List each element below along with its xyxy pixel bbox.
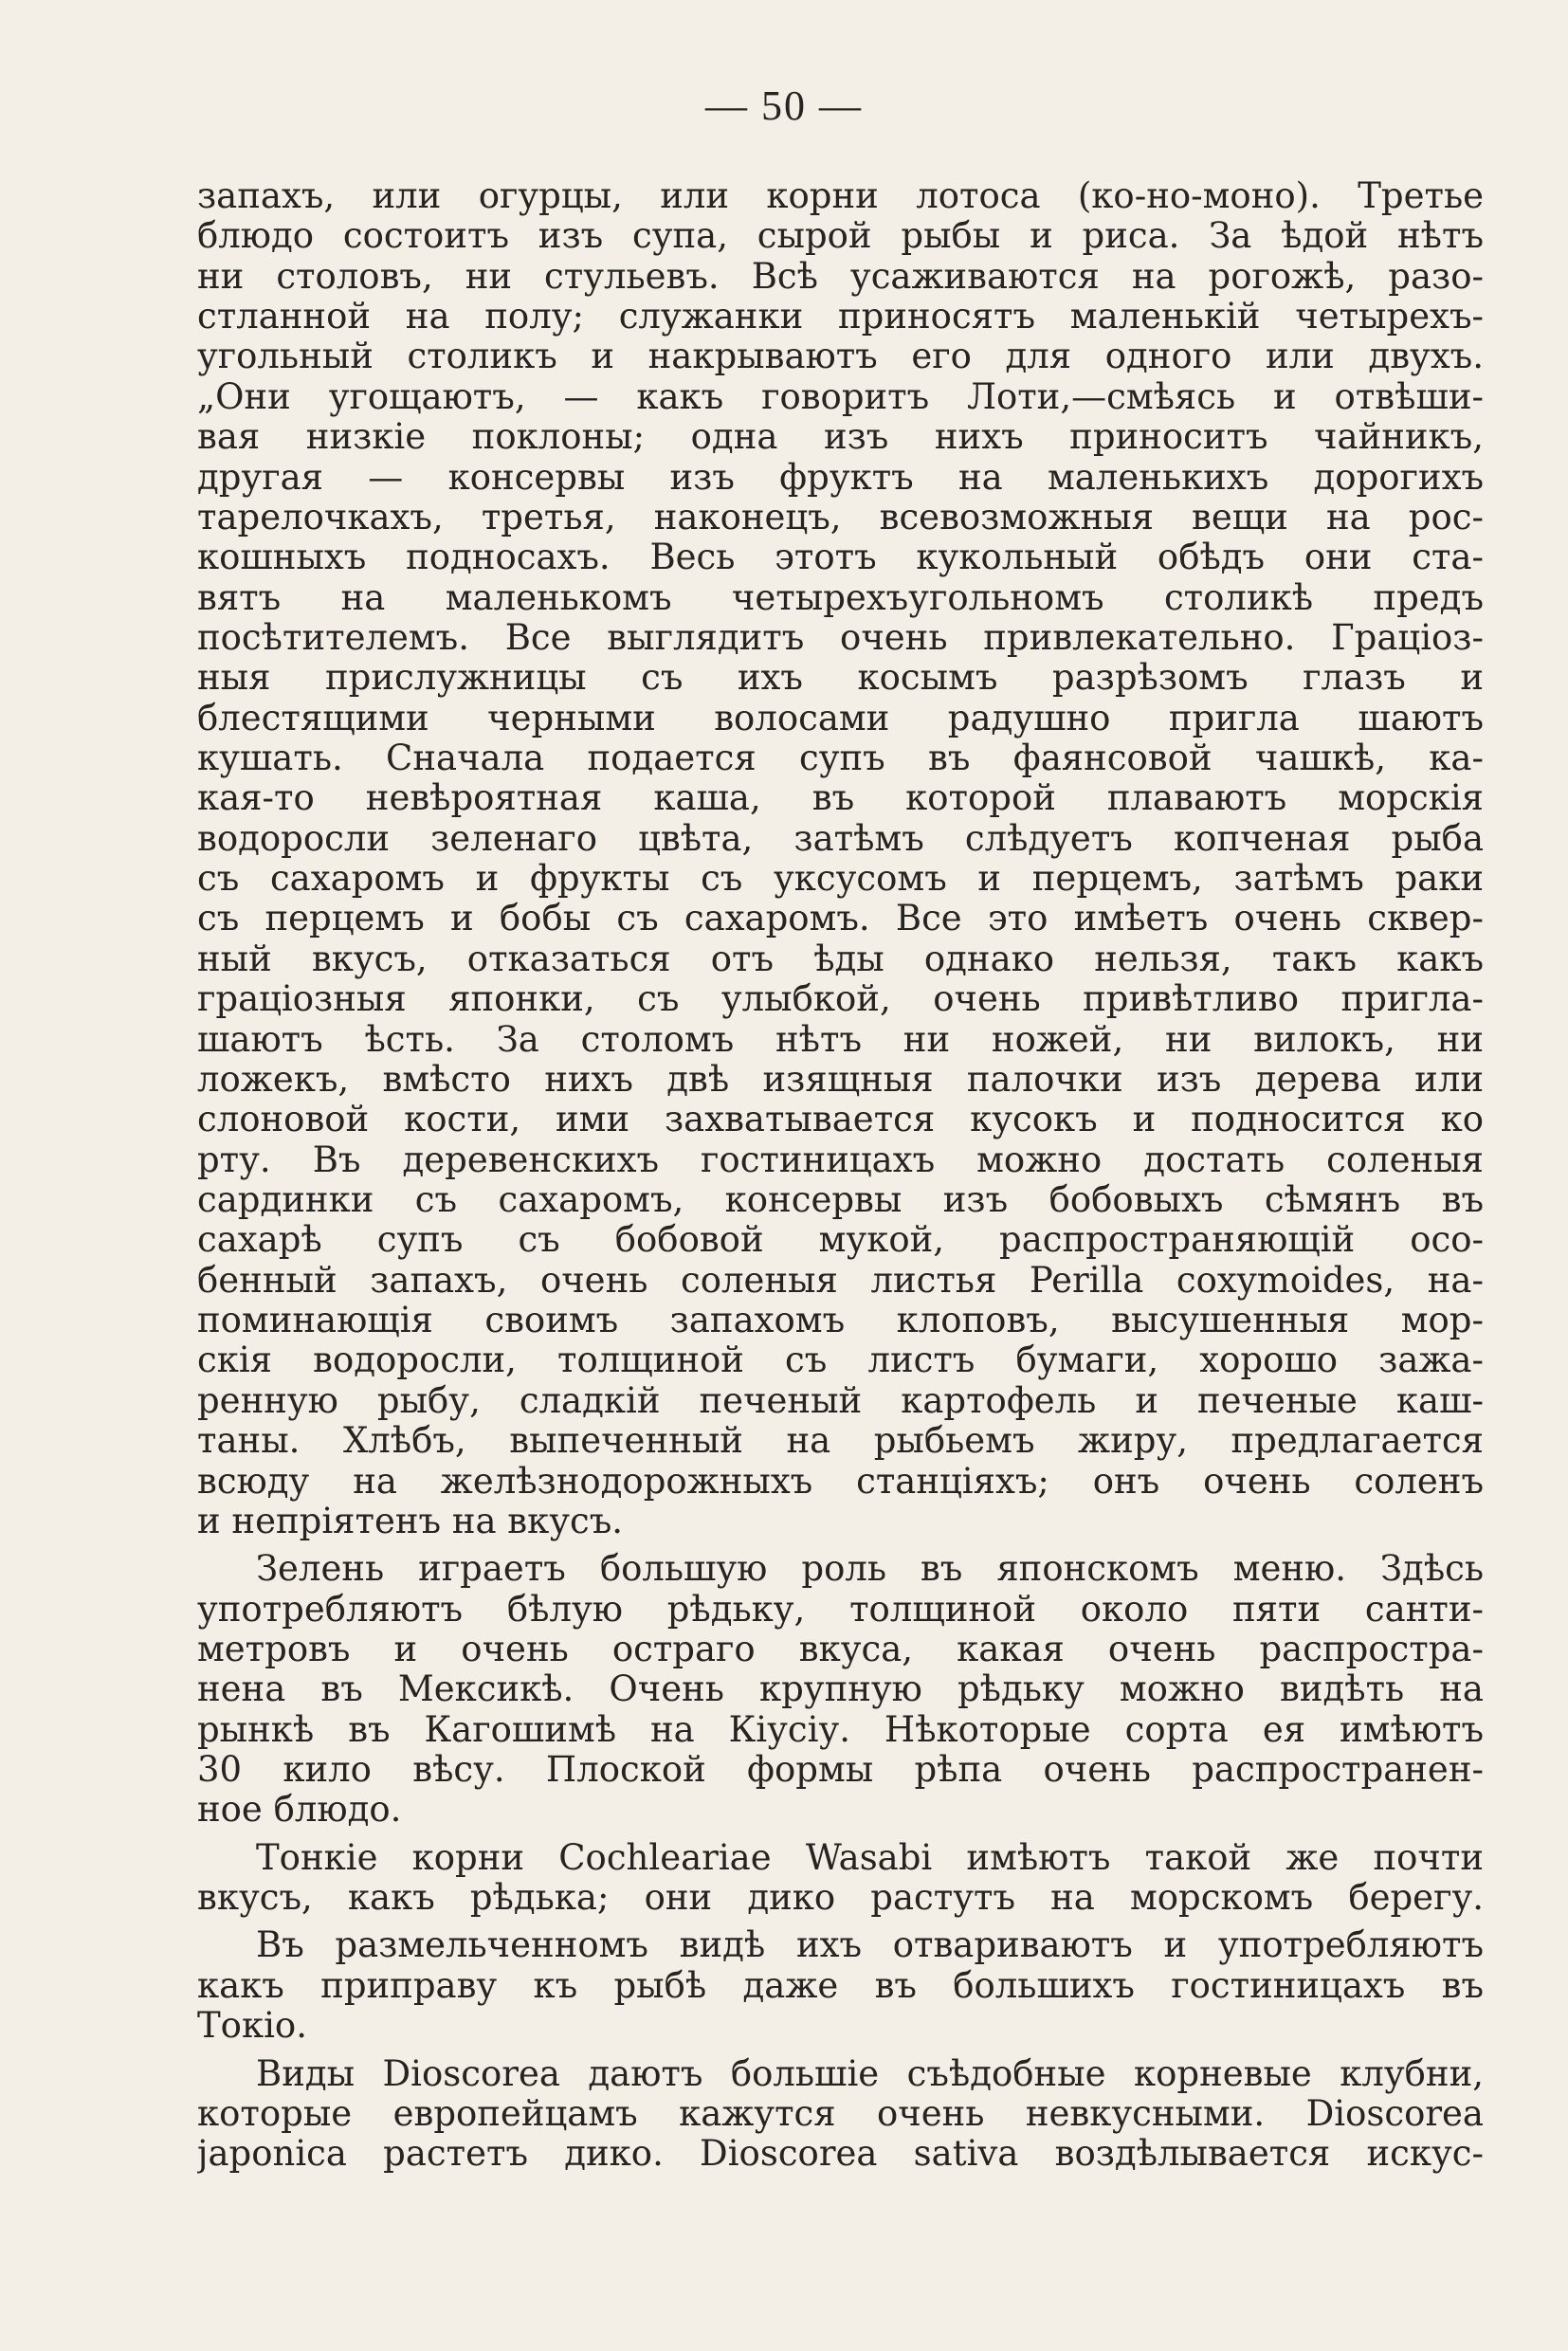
text-line: вая низкiе поклоны; одна изъ нихъ приноситъ чайникъ,: [197, 417, 1484, 458]
text-line: japonica растетъ дико. Dioscorea sativa воздѣлывается искус-: [197, 2134, 1484, 2175]
text-line: ный вкусъ, отказаться отъ ѣды однако нельзя, такъ какъ: [197, 939, 1484, 979]
text-line: 30 кило вѣсу. Плоской формы рѣпа очень распространен-: [197, 1750, 1484, 1791]
text-line: другая — консервы изъ фруктъ на маленькихъ дорогихъ: [197, 457, 1484, 498]
text-line: скiя водоросли, толщиной съ листъ бумаги, хорошо зажа-: [197, 1340, 1484, 1381]
text-line: Тонкiе корни Cochleariae Wasabi имѣютъ такой же почти: [256, 1837, 1484, 1878]
text-line: метровъ и очень остраго вкуса, какая очень распростра-: [197, 1629, 1484, 1669]
text-line: нена въ Мексикѣ. Очень крупную рѣдьку можно видѣть на: [197, 1669, 1484, 1710]
text-line: рту. Въ деревенскихъ гостиницахъ можно достать соленыя: [197, 1139, 1484, 1180]
text-line: которые европейцамъ кажутся очень невкусными. Dioscorea: [197, 2093, 1484, 2134]
text-line: ни столовъ, ни стульевъ. Всѣ усаживаются на рогожѣ, разо-: [197, 256, 1484, 297]
text-line: тарелочкахъ, третья, наконецъ, всевозможныя вещи на рос-: [197, 497, 1484, 538]
text-line: „Они угощаютъ, — какъ говоритъ Лоти,—смѣясь и отвѣши-: [197, 376, 1484, 417]
text-line: и непрiятенъ на вкусъ.: [197, 1501, 624, 1541]
text-line: водоросли зеленаго цвѣта, затѣмъ слѣдуетъ копченая рыба: [197, 818, 1484, 859]
text-line: кая-то невѣроятная каша, въ которой плаваютъ морскiя: [197, 778, 1484, 819]
text-line: угольный столикъ и накрываютъ его для одного или двухъ.: [197, 337, 1484, 377]
text-line: употребляютъ бѣлую рѣдьку, толщиной около пяти санти-: [197, 1589, 1484, 1630]
text-line: сахарѣ супъ съ бобовой мукой, распространяющiй осо-: [197, 1220, 1484, 1261]
body-text: [197, 176, 1484, 2175]
text-line: ложекъ, вмѣсто нихъ двѣ изящныя палочки изъ дерева или: [197, 1059, 1484, 1100]
text-line: шаютъ ѣсть. За столомъ нѣтъ ни ножей, ни вилокъ, ни: [197, 1019, 1484, 1060]
text-line: сардинки съ сахаромъ, консервы изъ бобовыхъ сѣмянъ въ: [197, 1179, 1484, 1220]
text-line: вятъ на маленькомъ четырехъугольномъ столикѣ предъ: [197, 577, 1484, 618]
text-line: Виды Dioscorea даютъ большiе съѣдобные корневые клубни,: [256, 2053, 1484, 2094]
text-line: запахъ, или огурцы, или корни лотоса (ко-но-моно). Третье: [197, 176, 1484, 216]
text-line: ное блюдо.: [197, 1790, 402, 1831]
text-line: бенный запахъ, очень соленыя листья Perilla coxymoides, на-: [197, 1260, 1484, 1301]
text-line: блестящими черными волосами радушно пригла шаютъ: [197, 698, 1484, 738]
text-line: ренную рыбу, сладкiй печеный картофель и печеные каш-: [197, 1380, 1484, 1421]
page-number: — 50 —: [705, 82, 863, 129]
text-line: таны. Хлѣбъ, выпеченный на рыбьемъ жиру, предлагается: [197, 1421, 1484, 1462]
text-line: блюдо состоитъ изъ супа, сырой рыбы и риса. За ѣдой нѣтъ: [197, 216, 1484, 257]
text-line: съ перцемъ и бобы съ сахаромъ. Все это имѣетъ очень сквер-: [197, 899, 1484, 939]
text-line: рынкѣ въ Кагошимѣ на Кiусiу. Нѣкоторые сорта ея имѣютъ: [197, 1709, 1484, 1750]
text-line: кушать. Сначала подается супъ въ фаянсовой чашкѣ, ка-: [197, 738, 1484, 779]
text-line: стланной на полу; служанки приносятъ маленькiй четырехъ-: [197, 297, 1484, 337]
text-line: какъ приправу къ рыбѣ даже въ большихъ гостиницахъ въ: [197, 1965, 1484, 2006]
text-line: слоновой кости, ими захватывается кусокъ и подносится ко: [197, 1100, 1484, 1140]
text-line: Токiо.: [197, 2006, 307, 2047]
text-line: посѣтителемъ. Все выглядитъ очень привлекательно. Грацiоз-: [197, 617, 1484, 658]
text-line: ныя прислужницы съ ихъ косымъ разрѣзомъ глазъ и: [197, 658, 1484, 699]
text-line: вкусъ, какъ рѣдька; они дико растутъ на морскомъ берегу.: [197, 1878, 1484, 1919]
text-line: кошныхъ подносахъ. Весь этотъ кукольный обѣдъ они ста-: [197, 538, 1484, 578]
text-line: Въ размельченномъ видѣ ихъ отвариваютъ и употребляютъ: [256, 1925, 1484, 1966]
text-line: съ сахаромъ и фрукты съ уксусомъ и перцемъ, затѣмъ раки: [197, 859, 1484, 900]
text-line: всюду на желѣзнодорожныхъ станцiяхъ; онъ очень соленъ: [197, 1461, 1484, 1502]
text-line: поминающiя своимъ запахомъ клоповъ, высушенныя мор-: [197, 1301, 1484, 1341]
text-line: Зелень играетъ большую роль въ японскомъ меню. Здѣсь: [256, 1549, 1484, 1590]
text-line: грацiозныя японки, съ улыбкой, очень привѣтливо пригла-: [197, 979, 1484, 1020]
